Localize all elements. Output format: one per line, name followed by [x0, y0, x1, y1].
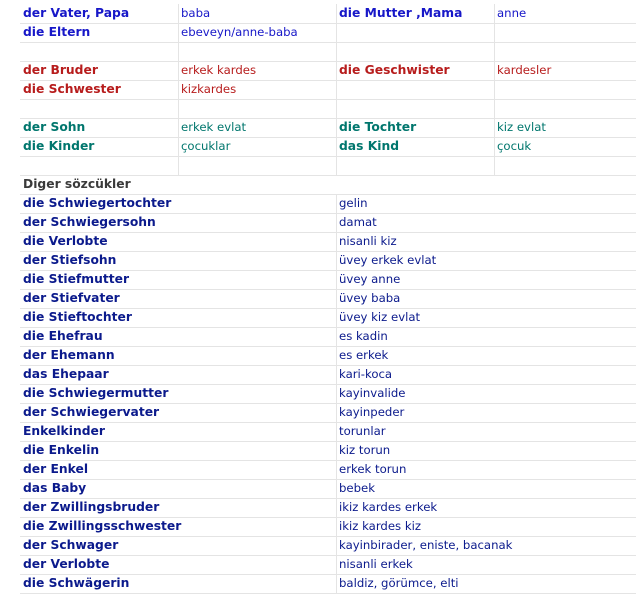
family-row — [20, 61, 636, 81]
turkish-translation — [181, 42, 336, 61]
word-row — [20, 251, 636, 271]
german-term: die Enkelin — [23, 443, 100, 457]
german-term: die Schwiegertochter — [23, 196, 172, 210]
german-term: Enkelkinder — [23, 424, 105, 438]
word-row — [20, 232, 636, 252]
german-term — [339, 80, 494, 99]
turkish-translation: baldiz, görümce, elti — [339, 576, 459, 590]
german-term: die Schwiegermutter — [23, 386, 169, 400]
german-term — [339, 42, 494, 61]
word-row — [20, 270, 636, 290]
turkish-translation: üvey erkek evlat — [339, 253, 437, 267]
german-term: der Schwager — [23, 538, 119, 552]
german-term: der Stiefsohn — [23, 253, 117, 267]
word-row — [20, 555, 636, 575]
turkish-translation — [181, 99, 336, 118]
turkish-translation: ebeveyn/anne-baba — [181, 25, 298, 39]
word-row — [20, 498, 636, 518]
turkish-translation: gelin — [339, 196, 368, 210]
german-term: die Schwägerin — [23, 576, 130, 590]
turkish-translation — [497, 80, 636, 99]
word-row — [20, 384, 636, 404]
turkish-translation: kayinvalide — [339, 386, 406, 400]
turkish-translation: es kadin — [339, 329, 388, 343]
german-term: die Zwillingsschwester — [23, 519, 182, 533]
word-row — [20, 479, 636, 499]
turkish-translation: torunlar — [339, 424, 386, 438]
turkish-translation — [497, 99, 636, 118]
turkish-translation: çocuklar — [181, 139, 231, 153]
section-heading-row — [20, 175, 636, 195]
german-term — [339, 99, 494, 118]
turkish-translation: nisanli kiz — [339, 234, 397, 248]
german-term: der Schwiegersohn — [23, 215, 156, 229]
word-row — [20, 536, 636, 556]
word-row — [20, 422, 636, 442]
family-row — [20, 80, 636, 100]
turkish-translation: ikiz kardes kiz — [339, 519, 422, 533]
german-term: das Baby — [23, 481, 87, 495]
turkish-translation: erkek torun — [339, 462, 407, 476]
german-term: die Eltern — [23, 25, 91, 39]
german-term — [23, 42, 178, 61]
german-term — [339, 23, 494, 42]
word-row — [20, 346, 636, 366]
turkish-translation: anne — [497, 6, 527, 20]
german-term — [23, 99, 178, 118]
word-row — [20, 308, 636, 328]
word-row — [20, 213, 636, 233]
german-term: die Mutter ,Mama — [339, 6, 463, 20]
family-row — [20, 156, 636, 176]
turkish-translation: kiz evlat — [497, 120, 546, 134]
word-row — [20, 403, 636, 423]
turkish-translation: nisanli erkek — [339, 557, 413, 571]
german-term: die Geschwister — [339, 63, 450, 77]
family-row — [20, 23, 636, 43]
german-term: der Schwiegervater — [23, 405, 160, 419]
german-term: die Schwester — [23, 82, 121, 96]
word-row — [20, 441, 636, 461]
turkish-translation: üvey anne — [339, 272, 401, 286]
german-term: die Ehefrau — [23, 329, 103, 343]
german-term — [339, 156, 494, 175]
german-term: der Ehemann — [23, 348, 115, 362]
turkish-translation: ikiz kardes erkek — [339, 500, 438, 514]
family-row — [20, 118, 636, 138]
turkish-translation: erkek evlat — [181, 120, 247, 134]
turkish-translation: erkek kardes — [181, 63, 257, 77]
german-term: der Bruder — [23, 63, 98, 77]
turkish-translation: kayinpeder — [339, 405, 405, 419]
german-term: die Verlobte — [23, 234, 108, 248]
german-term: der Stiefvater — [23, 291, 120, 305]
family-row — [20, 4, 636, 24]
turkish-translation: kiz torun — [339, 443, 391, 457]
german-term: die Tochter — [339, 120, 417, 134]
turkish-translation — [497, 23, 636, 42]
turkish-translation: kardesler — [497, 63, 552, 77]
word-row — [20, 517, 636, 537]
turkish-translation: kari-koca — [339, 367, 393, 381]
family-row — [20, 42, 636, 62]
german-term: das Ehepaar — [23, 367, 109, 381]
family-row — [20, 137, 636, 157]
turkish-translation: kayinbirader, eniste, bacanak — [339, 538, 513, 552]
turkish-translation — [497, 156, 636, 175]
turkish-translation: üvey baba — [339, 291, 401, 305]
german-term: die Stiefmutter — [23, 272, 130, 286]
turkish-translation: es erkek — [339, 348, 389, 362]
family-row — [20, 99, 636, 119]
word-row — [20, 574, 636, 594]
turkish-translation — [497, 42, 636, 61]
word-row — [20, 365, 636, 385]
german-term: der Zwillingsbruder — [23, 500, 160, 514]
word-row — [20, 289, 636, 309]
german-term: der Enkel — [23, 462, 89, 476]
german-term: der Sohn — [23, 120, 86, 134]
word-row — [20, 460, 636, 480]
word-row — [20, 327, 636, 347]
turkish-translation: damat — [339, 215, 377, 229]
german-term: das Kind — [339, 139, 400, 153]
turkish-translation: çocuk — [497, 139, 532, 153]
turkish-translation: kizkardes — [181, 82, 237, 96]
german-term: die Stieftochter — [23, 310, 132, 324]
german-term: die Kinder — [23, 139, 95, 153]
word-row — [20, 194, 636, 214]
german-term — [23, 156, 178, 175]
german-term: der Vater, Papa — [23, 6, 130, 20]
turkish-translation: üvey kiz evlat — [339, 310, 421, 324]
german-term: der Verlobte — [23, 557, 110, 571]
turkish-translation — [181, 156, 336, 175]
turkish-translation: baba — [181, 6, 211, 20]
turkish-translation: bebek — [339, 481, 375, 495]
section-heading: Diger sözcükler — [23, 177, 131, 191]
